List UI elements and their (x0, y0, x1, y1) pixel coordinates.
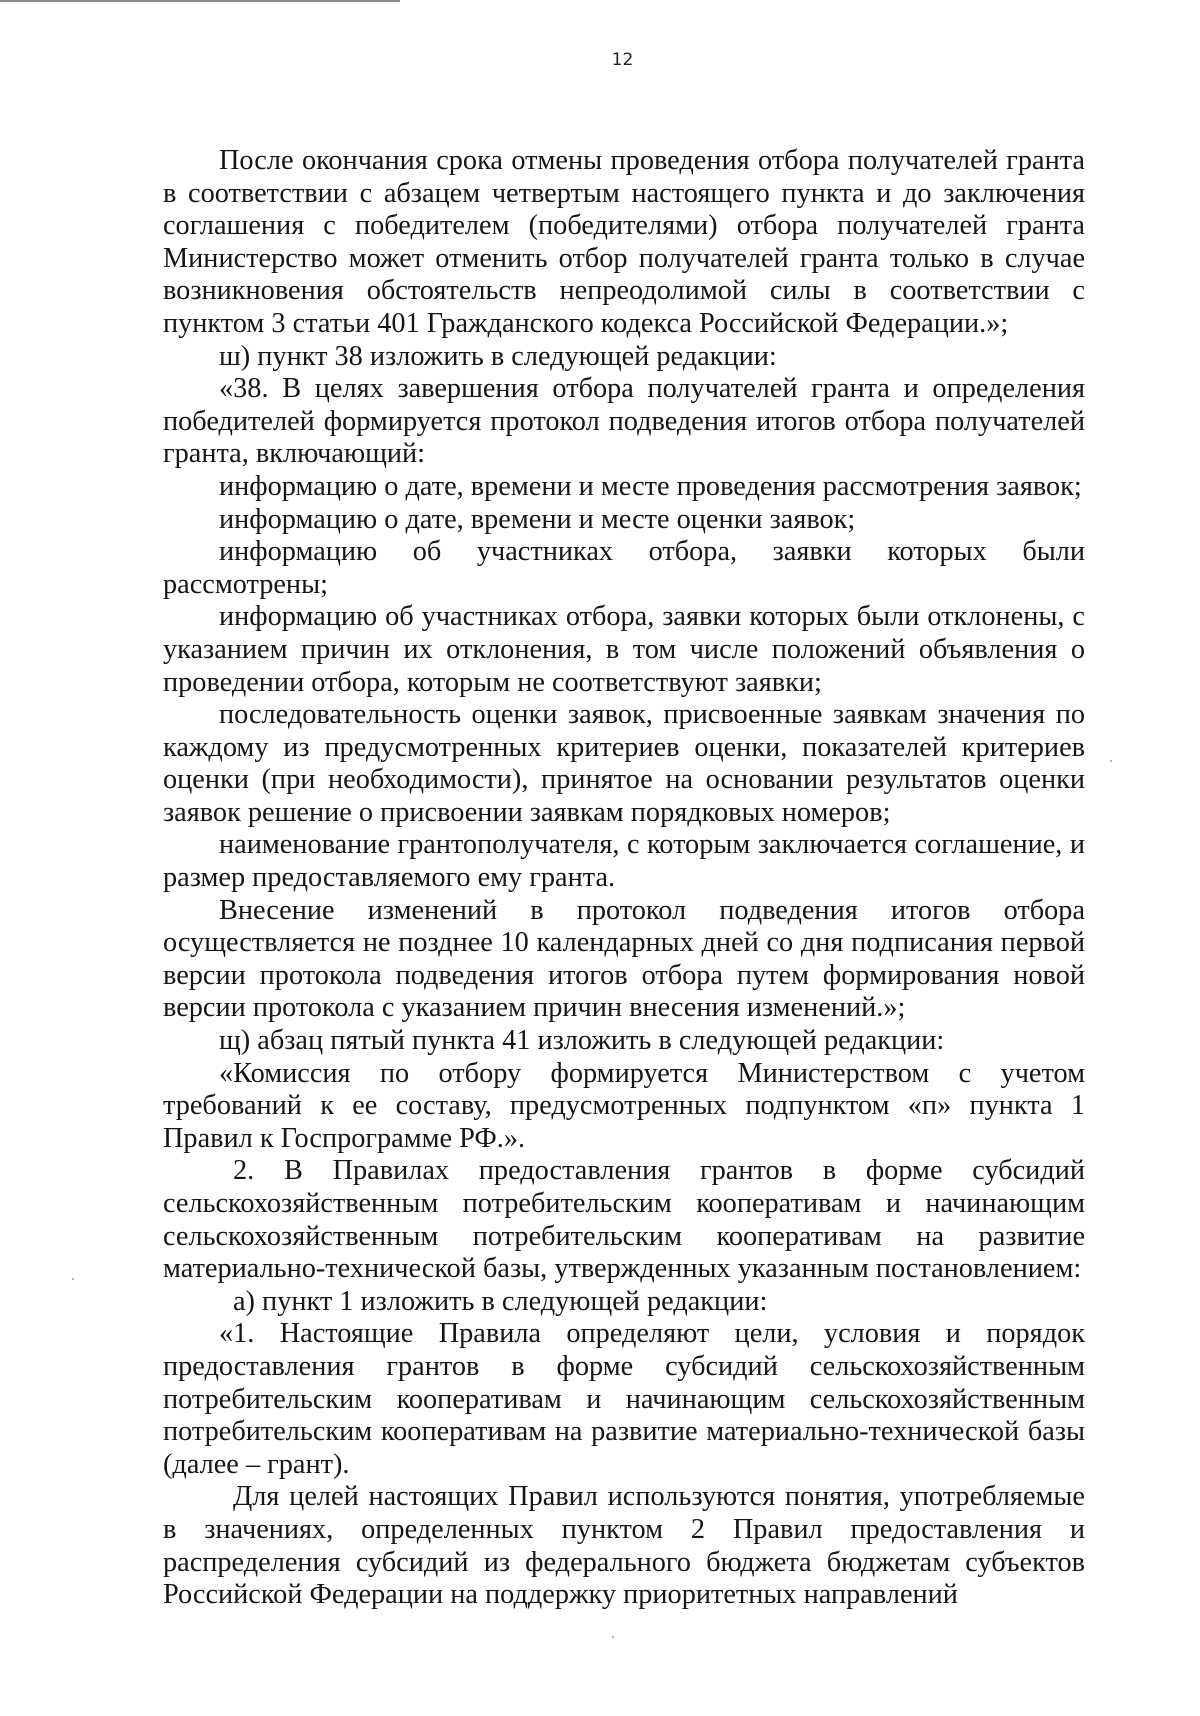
paragraph: «Комиссия по отбору формируется Министерством с учетом требований к ее составу, предусмотренных подпунктом «п» пункта 1 Правил к Госпрограмме РФ.». (163, 1057, 1085, 1154)
paragraph: щ) абзац пятый пункта 41 изложить в следующей редакции: (219, 1025, 945, 1057)
paragraph: Внесение изменений в протокол подведения итогов отбора осуществляется не позднее 10 календарных дней со дня подписания первой версии протокола подведения итогов отбора путем формирования новой версии протокола с указанием причин внесения изменений.»; (163, 894, 1085, 1024)
paragraph: После окончания срока отмены проведения отбора получателей гранта в соответствии с абзацем четвертым настоящего пункта и до заключения соглашения с победителем (победителями) отбора получателей гранта Министерство может отменить отбор получателей гранта только в случае возникновения обстоятельств непреодолимой силы в соответствии с пунктом 3 статьи 401 Гражданского кодекса Российской Федерации.»; (163, 145, 1085, 339)
paragraph: а) пункт 1 изложить в следующей редакции: (233, 1285, 768, 1317)
paragraph: информацию о дате, времени и месте проведения рассмотрения заявок; (219, 470, 1082, 502)
paragraph: 2. В Правилах предоставления грантов в форме субсидий сельскохозяйственным потребительским кооперативам и начинающим сельскохозяйственным потребительским кооперативам на развитие материально-технической базы, утвержденных указанным постановлением: (163, 1155, 1085, 1285)
scan-speck (72, 1278, 74, 1280)
paragraph: информацию о дате, времени и месте оценки заявок; (219, 503, 856, 535)
paragraph: информацию об участниках отбора, заявки которых были рассмотрены; (163, 536, 1085, 600)
document-body (163, 145, 1085, 1612)
paragraph: ш) пункт 38 изложить в следующей редакции: (219, 340, 777, 372)
paragraph: Для целей настоящих Правил используются понятия, употребляемые в значениях, определенных пунктом 2 Правил предоставления и распределения субсидий из федерального бюджета бюджетам субъектов Российской Федерации на поддержку приоритетных направлений (163, 1481, 1085, 1611)
paragraph: информацию об участниках отбора, заявки которых были отклонены, с указанием причин их отклонения, в том числе положений объявления о проведении отбора, которым не соответствуют заявки; (163, 601, 1085, 698)
scan-speck (1110, 760, 1112, 762)
paragraph: последовательность оценки заявок, присвоенные заявкам значения по каждому из предусмотренных критериев оценки, показателей критериев оценки (при необходимости), принятое на основании результатов оценки заявок решение о присвоении заявкам порядковых номеров; (163, 699, 1085, 828)
paragraph: наименование грантополучателя, с которым заключается соглашение, и размер предоставляемого ему гранта. (163, 829, 1085, 894)
scan-edge-line (0, 0, 400, 2)
paragraph: «38. В целях завершения отбора получателей гранта и определения победителей формируется протокол подведения итогов отбора получателей гранта, включающий: (163, 373, 1085, 470)
page-number: 12 (611, 50, 634, 70)
scan-speck (612, 1636, 614, 1638)
paragraph: «1. Настоящие Правила определяют цели, условия и порядок предоставления грантов в форме субсидий сельскохозяйственным потребительским кооперативам и начинающим сельскохозяйственным потребительским кооперативам на развитие материально-технической базы (далее – грант). (163, 1318, 1085, 1480)
